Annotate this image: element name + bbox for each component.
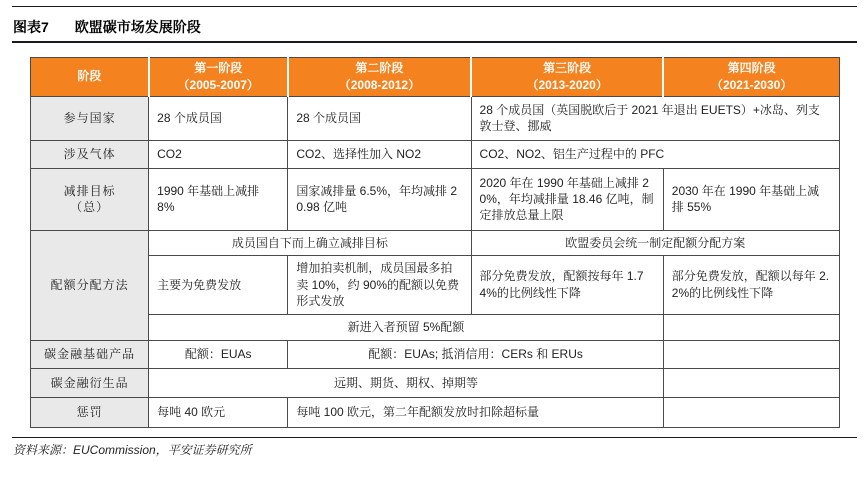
cell-penalty-phase1: 每吨 40 欧元 [149,397,288,427]
phase3-years: （2013-2020） [526,77,608,92]
header-cell-phase3 [471,58,663,97]
row-label-gases: 涉及气体 [31,140,149,168]
table-row-participants [31,96,840,140]
cell-allocation-sub1-phase1-2: 成员国自下而上确立减排目标 [149,230,471,255]
cell-derivatives-phase4 [663,368,839,397]
cell-allocation-sub2-phase3: 部分免费发放，配额按每年 1.74%的比例线性下降 [471,255,663,314]
phase2-name: 第二阶段 [355,61,404,75]
cell-participants-phase3-4: 28 个成员国（英国脱欧后于 2021 年退出 EUETS）+冰岛、列支敦士登、挪威 [471,96,839,140]
row-label-targets [31,168,149,230]
table-row-gases [31,140,840,168]
header-cell-stage: 阶段 [31,58,149,97]
phase1-years: （2005-2007） [177,77,259,92]
targets-label-line2: （总） [70,200,110,215]
header-cell-phase4 [663,58,839,97]
phase4-years: （2021-2030） [710,77,793,92]
row-label-allocation: 配额分配方法 [31,230,149,340]
cell-participants-phase1: 28 个成员国 [149,96,288,140]
table-row-targets [31,168,840,230]
cell-participants-phase2: 28 个成员国 [288,96,471,140]
cell-allocation-sub2-phase2: 增加拍卖机制，成员国最多拍卖 10%，约 90%的配额以免费形式发放 [288,255,471,314]
row-label-base-products: 碳金融基础产品 [31,340,149,368]
cell-allocation-sub3-phase1-3: 新进入者预留 5%配额 [149,314,664,340]
cell-targets-phase4: 2030 年在 1990 年基础上减排 55% [663,168,839,230]
phase4-name: 第四阶段 [727,61,776,75]
source-note: 资料来源：EUCommission，平安证券研究所 [13,443,252,457]
cell-derivatives-phase1-3: 远期、期货、期权、掉期等 [149,368,664,397]
phase2-years: （2008-2012） [338,77,421,92]
cell-targets-phase3: 2020 年在 1990 年基础上减排 20%，年均减排量 18.46 亿吨，制定排放总量上限 [471,168,663,230]
table-header-row [31,58,840,97]
top-divider [12,6,857,7]
targets-label-line1: 减排目标 [63,183,116,198]
cell-gases-phase2: CO2、选择性加入 NO2 [288,140,471,168]
phase3-name: 第三阶段 [543,61,592,75]
table-row-allocation-sub3 [31,314,840,340]
cell-targets-phase2: 国家减排量 6.5%，年均减排 20.98 亿吨 [288,168,471,230]
figure-title-row [13,17,201,37]
title-divider [12,41,857,43]
eu-carbon-market-table [30,57,840,428]
header-cell-phase2 [288,58,471,97]
cell-gases-phase3-4: CO2、NO2、铝生产过程中的 PFC [471,140,839,168]
cell-base-products-phase1: 配额：EUAs [149,340,288,368]
cell-penalty-phase2-3: 每吨 100 欧元，第二年配额发放时扣除超标量 [288,397,663,427]
page-title: 欧盟碳市场发展阶段 [74,19,201,35]
cell-gases-phase1: CO2 [149,140,288,168]
figure-label: 图表7 [13,19,49,35]
cell-allocation-sub3-phase4 [663,314,839,340]
row-label-participants: 参与国家 [31,96,149,140]
cell-penalty-phase4 [663,397,839,427]
cell-allocation-sub2-phase1: 主要为免费发放 [149,255,288,314]
table-row-base-products [31,340,840,368]
row-label-penalty: 惩罚 [31,397,149,427]
table-row-allocation-sub1 [31,230,840,255]
cell-base-products-phase4 [663,340,839,368]
table-row-derivatives [31,368,840,397]
row-label-derivatives: 碳金融衍生品 [31,368,149,397]
table-row-allocation-sub2 [31,255,840,314]
header-cell-phase1 [149,58,288,97]
cell-base-products-phase2-3: 配额：EUAs; 抵消信用：CERs 和 ERUs [288,340,663,368]
phase1-name: 第一阶段 [194,61,243,75]
footer-divider [12,437,857,438]
cell-allocation-sub1-phase3-4: 欧盟委员会统一制定配额分配方案 [471,230,839,255]
table-row-penalty [31,397,840,427]
cell-targets-phase1: 1990 年基础上减排 8% [149,168,288,230]
cell-allocation-sub2-phase4: 部分免费发放，配额以每年 2.2%的比例线性下降 [663,255,839,314]
